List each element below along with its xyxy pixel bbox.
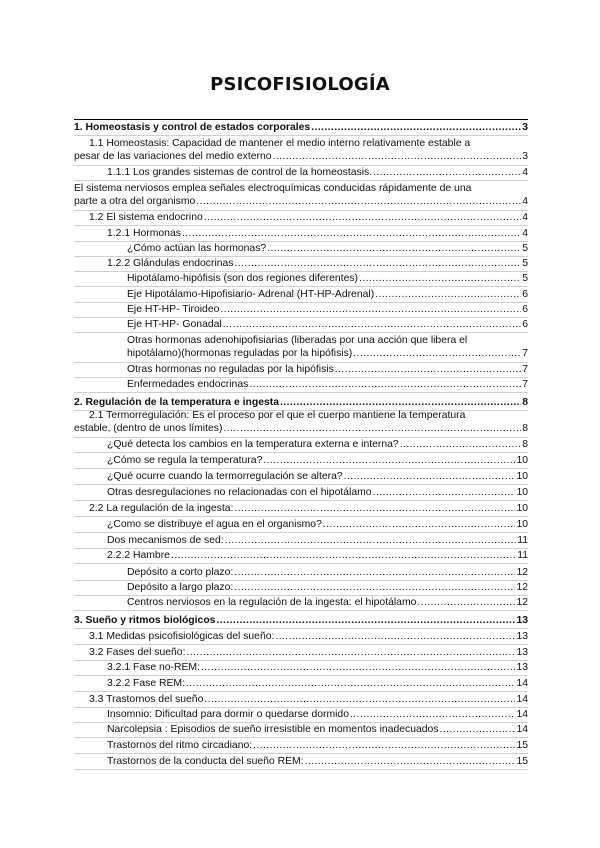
toc-page-number: 10 — [516, 487, 528, 498]
toc-entry[interactable] — [74, 137, 528, 163]
toc-entry[interactable] — [74, 242, 528, 255]
toc-divider — [74, 644, 528, 645]
toc-entry-text: ¿Qué detecta los cambios en la temperatura externa e interna? — [107, 439, 399, 450]
toc-entry-text: 3.1 Medidas psicofisiológicas del sueño: — [89, 631, 275, 642]
dot-leader — [359, 272, 521, 285]
toc-divider — [74, 753, 528, 754]
toc-divider — [74, 532, 528, 533]
toc-entry-text: Eje Hipotálamo-Hipofisiario- Adrenal (HT-HP-Adrenal) — [127, 289, 375, 300]
toc-entry[interactable] — [74, 166, 528, 179]
toc-page-number: 13 — [516, 615, 528, 626]
toc-divider — [74, 769, 528, 770]
toc-divider — [74, 484, 528, 485]
dot-leader — [201, 661, 515, 674]
toc-entry-text: 1.2.2 Glándulas endocrinas — [107, 258, 234, 269]
toc-entry[interactable] — [74, 211, 528, 224]
dot-leader — [234, 502, 515, 515]
toc-page-number: 14 — [516, 709, 528, 720]
dot-leader — [344, 470, 516, 483]
toc-entry-text: Depósito a corto plazo: — [127, 567, 234, 578]
toc-page-number: 13 — [516, 662, 528, 673]
toc-entry[interactable] — [74, 708, 528, 721]
dot-leader — [220, 303, 521, 316]
toc-entry-text: 3.2.1 Fase no-REM: — [107, 662, 200, 673]
toc-entry[interactable] — [74, 409, 528, 435]
toc-page-number: 8 — [522, 439, 528, 450]
toc-entry-text: 1.2.1 Hormonas — [107, 228, 181, 239]
dot-leader — [263, 454, 515, 467]
dot-leader — [400, 438, 522, 451]
toc-page-number: 11 — [517, 535, 528, 546]
toc-divider — [74, 468, 528, 469]
dot-leader — [196, 195, 521, 208]
toc-entry-text: 3.2 Fases del sueño: — [89, 647, 186, 658]
toc-entry[interactable] — [74, 723, 528, 736]
toc-entry-text: 1. Homeostasis y control de estados corporales — [74, 122, 311, 133]
dot-leader — [223, 422, 521, 435]
toc-page-number: 6 — [522, 289, 528, 300]
toc-page-number: 10 — [516, 519, 528, 530]
toc-chapter-entry[interactable] — [74, 121, 528, 134]
dot-leader — [373, 166, 521, 179]
toc-divider — [74, 135, 528, 136]
toc-entry-text: Trastornos del ritmo circadiano: — [107, 740, 253, 751]
toc-divider — [74, 675, 528, 676]
toc-entry-text: 3.2.2 Fase REM: — [107, 678, 185, 689]
toc-entry[interactable] — [74, 518, 528, 531]
toc-page-number: 12 — [516, 582, 528, 593]
toc-page-number: 6 — [522, 304, 528, 315]
dot-leader — [182, 227, 521, 240]
toc-page-number: 14 — [516, 694, 528, 705]
toc-entry-text-continued: estable, (dentro de unos límites) — [74, 423, 223, 434]
toc-entry[interactable] — [74, 378, 528, 391]
toc-entry[interactable] — [74, 470, 528, 483]
dot-leader — [350, 708, 515, 721]
toc-entry-text: 3. Sueño y ritmos biológicos — [74, 615, 216, 626]
toc-divider — [74, 516, 528, 517]
toc-entry[interactable] — [74, 318, 528, 331]
toc-entry[interactable] — [74, 486, 528, 499]
dot-leader — [234, 566, 515, 579]
dot-leader — [440, 723, 516, 736]
toc-entry[interactable] — [74, 693, 528, 706]
toc-entry[interactable] — [74, 303, 528, 316]
toc-entry[interactable] — [74, 257, 528, 270]
toc-entry-text: Narcolepsia : Episodios de sueño irresistible en momentos inadecuados — [107, 724, 439, 735]
dot-leader — [353, 347, 521, 360]
toc-entry-text: ¿Cómo actúan las hormonas? — [127, 243, 267, 254]
toc-divider — [74, 737, 528, 738]
toc-entry-text: 3.3 Trastornos del sueño — [89, 694, 204, 705]
toc-entry-text: ¿Como se distribuye el agua en el organismo? — [107, 519, 322, 530]
toc-entry[interactable] — [74, 438, 528, 451]
toc-chapter-entry[interactable] — [74, 396, 528, 409]
toc-entry-text: Otras desregulaciones no relacionadas con el hipotálamo — [107, 487, 372, 498]
toc-entry[interactable] — [74, 534, 528, 547]
toc-page-number: 4 — [522, 196, 528, 207]
dot-leader — [267, 242, 521, 255]
toc-page-number: 14 — [516, 678, 528, 689]
toc-divider — [74, 691, 528, 692]
toc-page-number: 10 — [516, 471, 528, 482]
toc-page-number: 14 — [516, 724, 528, 735]
toc-divider — [74, 392, 528, 393]
toc-page-number: 4 — [522, 228, 528, 239]
toc-entry[interactable] — [74, 334, 528, 360]
toc-page-number: 4 — [522, 167, 528, 178]
toc-entry-text: 1.1.1 Los grandes sistemas de control de la homeostasis. — [107, 167, 373, 178]
dot-leader — [323, 518, 516, 531]
toc-entry-text: 2.1 Termorregulación: Es el proceso por el que el cuerpo mantiene la temperatura — [89, 410, 466, 421]
toc-entry-text: Enfermedades endocrinas — [127, 379, 249, 390]
toc-entry-text: Trastornos de la conducta del sueño REM: — [107, 756, 304, 767]
toc-page-number: 15 — [516, 756, 528, 767]
dot-leader — [204, 211, 521, 224]
toc-page-number: 10 — [516, 503, 528, 514]
toc-divider — [74, 286, 528, 287]
toc-entry-text: Otras hormonas adenohipofisiarias (liberadas por una acción que libera el — [127, 335, 468, 346]
toc-entry-text: Insomnio: Dificultad para dormir o quedarse dormido — [107, 709, 349, 720]
toc-entry-text: Centros nerviosos en la regulación de la ingesta: el hipotálamo — [127, 597, 417, 608]
toc-entry-text: 1.1 Homeostasis: Capacidad de mantener el medio interno relativamente estable a — [89, 138, 471, 149]
toc-page-number: 7 — [522, 379, 528, 390]
toc-entry[interactable] — [74, 581, 528, 594]
dot-leader — [275, 630, 515, 643]
toc-page-number: 13 — [516, 647, 528, 658]
page-title: PSICOFISIOLOGÍA — [210, 74, 390, 95]
dot-leader — [186, 677, 515, 690]
dot-leader — [171, 549, 516, 562]
toc-divider — [74, 563, 528, 564]
dot-leader — [417, 596, 515, 609]
toc-entry-text: El sistema nerviosos emplea señales electroquímicas conducidas rápidamente de una — [74, 183, 472, 194]
toc-page-number: 15 — [516, 740, 528, 751]
toc-entry-text: Eje HT-HP- Tiroideo — [127, 304, 220, 315]
toc-page-number: 6 — [522, 319, 528, 330]
toc-divider — [74, 225, 528, 226]
dot-leader — [186, 646, 515, 659]
toc-divider — [74, 500, 528, 501]
dot-leader — [249, 378, 521, 391]
toc-page-number: 7 — [522, 348, 528, 359]
dot-leader — [280, 396, 521, 409]
toc-top-rule — [74, 119, 528, 120]
toc-entry[interactable] — [74, 502, 528, 515]
toc-divider — [74, 452, 528, 453]
toc-page-number: 12 — [516, 597, 528, 608]
dot-leader — [311, 121, 521, 134]
dot-leader — [373, 486, 516, 499]
toc-entry[interactable] — [74, 363, 528, 376]
toc-divider — [74, 610, 528, 611]
toc-page-number: 7 — [522, 364, 528, 375]
toc-entry[interactable] — [74, 549, 528, 562]
toc-page-number: 8 — [522, 423, 528, 434]
toc-page-number: 12 — [516, 567, 528, 578]
toc-entry[interactable] — [74, 227, 528, 240]
toc-entry-text-continued: hipotálamo)(hormonas reguladas por la hipófisis) — [127, 348, 353, 359]
toc-page-number: 11 — [517, 550, 528, 561]
toc-page-number: 5 — [522, 273, 528, 284]
toc-page-number: 13 — [516, 631, 528, 642]
toc-entry-text: Hipotálamo-hipófisis (son dos regiones diferentes) — [127, 273, 359, 284]
dot-leader — [375, 288, 521, 301]
toc-entry[interactable] — [74, 566, 528, 579]
toc-entry-text: 2. Regulación de la temperatura e ingesta — [74, 397, 279, 408]
toc-entry-text: ¿Qué ocurre cuando la termorregulación se altera? — [107, 471, 343, 482]
toc-entry-text: Depósito a largo plazo: — [127, 582, 234, 593]
toc-entry[interactable] — [74, 739, 528, 752]
toc-entry[interactable] — [74, 272, 528, 285]
toc-divider — [74, 628, 528, 629]
toc-entry[interactable] — [74, 630, 528, 643]
toc-entry-text: 2.2 La regulación de la ingesta: — [89, 503, 234, 514]
dot-leader — [225, 534, 517, 547]
toc-entry-text: Otras hormonas no reguladas por la hipófisis — [127, 364, 334, 375]
toc-page-number: 8 — [522, 397, 528, 408]
toc-entry[interactable] — [74, 755, 528, 768]
dot-leader — [305, 755, 516, 768]
dot-leader — [335, 363, 521, 376]
dot-leader — [235, 257, 522, 270]
toc-page-number: 10 — [516, 455, 528, 466]
toc-divider — [74, 332, 528, 333]
dot-leader — [234, 581, 515, 594]
toc-page-number: 3 — [522, 122, 528, 133]
toc-entry-text: Dos mecanismos de sed: — [107, 535, 224, 546]
toc-page-number: 5 — [522, 258, 528, 269]
toc-page-number: 3 — [522, 151, 528, 162]
toc-entry[interactable] — [74, 454, 528, 467]
dot-leader — [216, 614, 515, 627]
toc-page-number: 5 — [522, 243, 528, 254]
toc-entry-text: Eje HT-HP- Gonadal — [127, 319, 222, 330]
dot-leader — [204, 693, 515, 706]
dot-leader — [223, 318, 522, 331]
toc-entry[interactable] — [74, 646, 528, 659]
toc-page-number: 4 — [522, 212, 528, 223]
dot-leader — [273, 150, 522, 163]
toc-entry-text-continued: pesar de las variaciones del medio externo — [74, 151, 272, 162]
toc-entry-text: ¿Cómo se regula la temperatura? — [107, 455, 263, 466]
toc-entry[interactable] — [74, 661, 528, 674]
toc-entry[interactable] — [74, 596, 528, 609]
toc-entry[interactable] — [74, 182, 528, 208]
toc-entry[interactable] — [74, 288, 528, 301]
toc-entry-text: 1.2 El sistema endocrino — [89, 212, 203, 223]
toc-entry-text-continued: parte a otra del organismo — [74, 196, 196, 207]
toc-entry-text: 2.2.2 Hambre — [107, 550, 170, 561]
toc-chapter-entry[interactable] — [74, 614, 528, 627]
toc-entry[interactable] — [74, 677, 528, 690]
toc-divider — [74, 180, 528, 181]
dot-leader — [253, 739, 515, 752]
